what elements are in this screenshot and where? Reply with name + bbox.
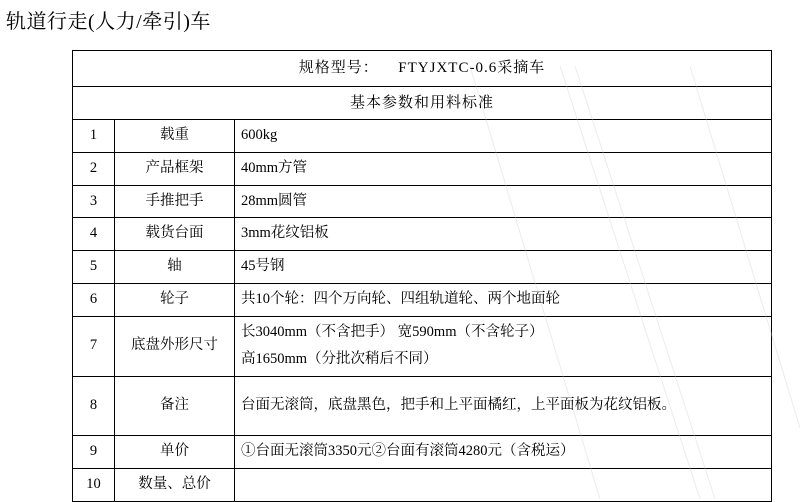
row-index: 3 bbox=[73, 185, 115, 218]
row-label: 轴 bbox=[115, 251, 235, 284]
row-label: 单价 bbox=[115, 436, 235, 469]
row-value: 28mm圆管 bbox=[235, 185, 772, 218]
row-value: ①台面无滚筒3350元②台面有滚筒4280元（含税运） bbox=[235, 436, 772, 469]
table-row bbox=[73, 283, 772, 316]
row-index: 10 bbox=[73, 468, 115, 501]
table-header-row bbox=[73, 51, 772, 87]
row-label: 载货台面 bbox=[115, 218, 235, 251]
row-label: 载重 bbox=[115, 120, 235, 153]
table-row bbox=[73, 120, 772, 153]
row-index: 2 bbox=[73, 152, 115, 185]
row-label: 手推把手 bbox=[115, 185, 235, 218]
row-value-line: 长3040mm（不含把手） 宽590mm（不含轮子） bbox=[241, 323, 544, 340]
table-section-header-row bbox=[73, 86, 772, 120]
row-value: 600kg bbox=[235, 120, 772, 153]
table-row bbox=[73, 218, 772, 251]
row-value: 40mm方管 bbox=[235, 152, 772, 185]
table-row bbox=[73, 468, 772, 501]
section-header-cell: 基本参数和用料标准 bbox=[73, 86, 772, 120]
row-label: 底盘外形尺寸 bbox=[115, 316, 235, 377]
row-index: 6 bbox=[73, 283, 115, 316]
table-row bbox=[73, 377, 772, 436]
table-row bbox=[73, 436, 772, 469]
model-header-value: FTYJXTC-0.6采摘车 bbox=[398, 60, 546, 76]
row-index: 7 bbox=[73, 316, 115, 377]
row-index: 1 bbox=[73, 120, 115, 153]
model-header-cell bbox=[73, 51, 772, 87]
table-row bbox=[73, 152, 772, 185]
table-row bbox=[73, 251, 772, 284]
row-value: 台面无滚筒，底盘黑色，把手和上平面橘红，上平面板为花纹铝板。 bbox=[235, 377, 772, 436]
row-value: 3mm花纹铝板 bbox=[235, 218, 772, 251]
row-label: 产品框架 bbox=[115, 152, 235, 185]
specification-table bbox=[72, 50, 772, 502]
row-value bbox=[235, 468, 772, 501]
table-row bbox=[73, 185, 772, 218]
row-label: 数量、总价 bbox=[115, 468, 235, 501]
row-index: 4 bbox=[73, 218, 115, 251]
page-title: 轨道行走(人力/牵引)车 bbox=[6, 11, 211, 33]
row-label: 备注 bbox=[115, 377, 235, 436]
row-index: 5 bbox=[73, 251, 115, 284]
row-label: 轮子 bbox=[115, 283, 235, 316]
model-header-label: 规格型号： bbox=[298, 60, 379, 76]
row-value: 45号钢 bbox=[235, 251, 772, 284]
table-row bbox=[73, 316, 772, 377]
row-index: 8 bbox=[73, 377, 115, 436]
row-value bbox=[235, 316, 772, 377]
row-value: 共10个轮：四个万向轮、四组轨道轮、两个地面轮 bbox=[235, 283, 772, 316]
row-value-line: 高1650mm（分批次稍后不同） bbox=[241, 351, 438, 368]
row-index: 9 bbox=[73, 436, 115, 469]
